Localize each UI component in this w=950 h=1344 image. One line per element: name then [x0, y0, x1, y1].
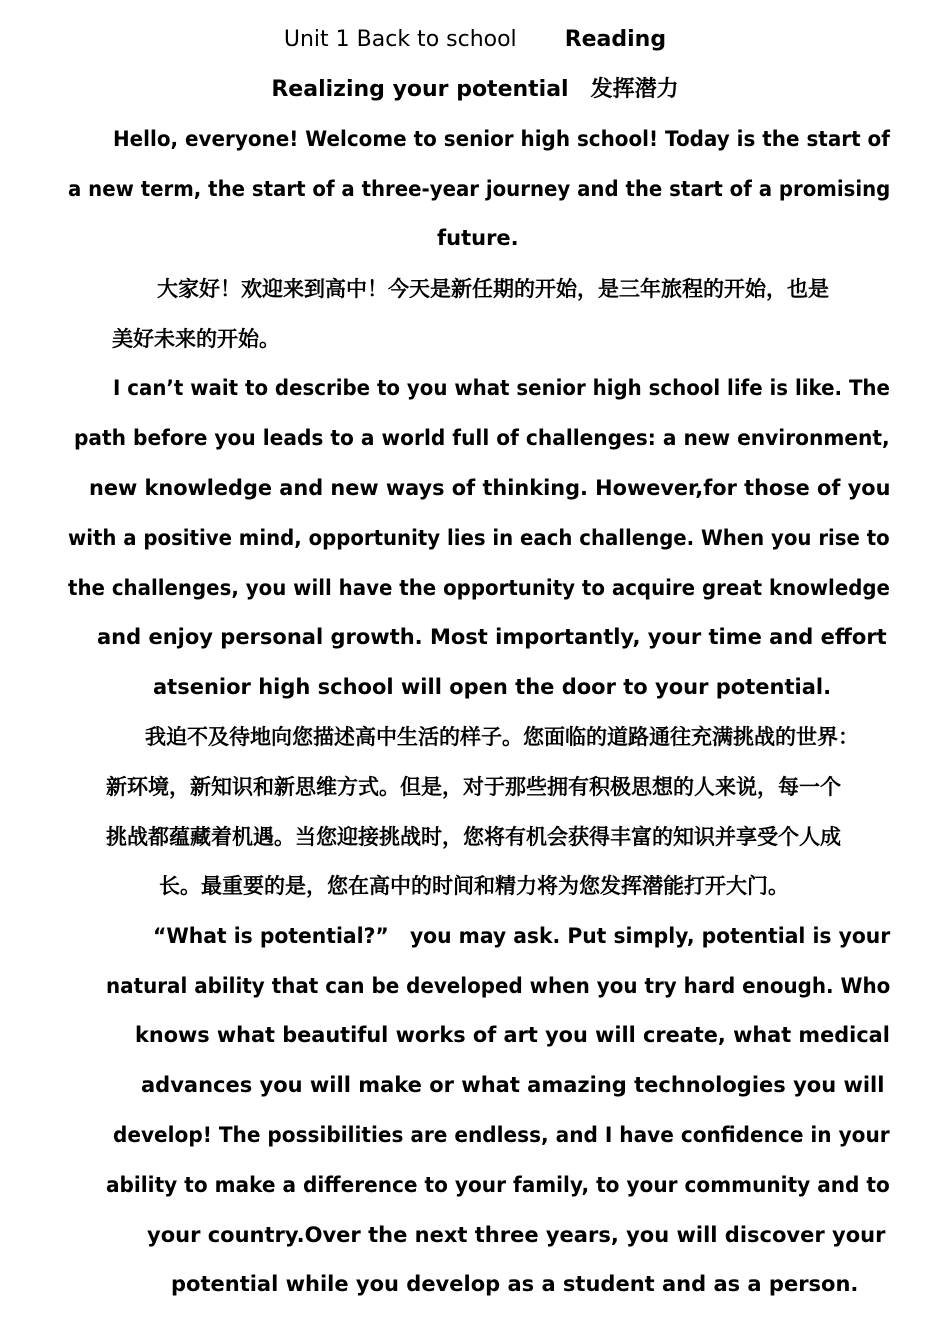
title-row [0, 25, 950, 55]
para5-line2: natural ability that can be developed when you try hard enough. Who [106, 974, 891, 998]
section-label: Reading [564, 27, 667, 52]
unit-title: Unit 1 Back to school [283, 27, 517, 52]
para3-line7: atsenior high school will open the door to your potential. [153, 675, 832, 699]
para4-line3: 挑战都蕴藏着机遇。当您迎接挑战时，您将有机会获得丰富的知识并享受个人成 [106, 825, 841, 849]
para3-line2: path before you leads to a world full of challenges: a new environment, [74, 426, 890, 450]
para2-line1: 大家好！欢迎来到高中！今天是新任期的开始，是三年旅程的开始，也是 [157, 277, 829, 301]
para5-line7: your country.Over the next three years, you will discover your [147, 1223, 886, 1247]
para2-line2: 美好未来的开始。 [112, 327, 280, 351]
para1-line1: Hello, everyone! Welcome to senior high school! Today is the start of [113, 127, 890, 151]
para3-line6: and enjoy personal growth. Most importantly, your time and effort [97, 625, 887, 649]
para5-line6: ability to make a difference to your family, to your community and to [106, 1173, 890, 1197]
para5-line5: develop! The possibilities are endless, and I have confidence in your [113, 1123, 890, 1147]
para4-line4: 长。最重要的是，您在高中的时间和精力将为您发挥潜能打开大门。 [159, 874, 789, 898]
subtitle-chinese: 发挥潜力 [590, 77, 679, 102]
para5-line4: advances you will make or what amazing technologies you will [141, 1073, 885, 1097]
para3-line4: with a positive mind, opportunity lies in each challenge. When you rise to [68, 526, 890, 550]
para5-line1: “What is potential?” you may ask. Put simply, potential is your [153, 924, 891, 948]
para1-line3: future. [437, 226, 519, 250]
para4-line2: 新环境，新知识和新思维方式。但是，对于那些拥有积极思想的人来说，每一个 [106, 775, 841, 799]
para5-line8: potential while you develop as a student and as a person. [171, 1272, 859, 1296]
para5-line3: knows what beautiful works of art you will create, what medical [135, 1023, 890, 1047]
para3-line3: new knowledge and new ways of thinking. However,for those of you [89, 476, 891, 500]
para4-line1: 我迫不及待地向您描述高中生活的样子。您面临的道路通往充满挑战的世界： [145, 725, 859, 749]
para1-line2: a new term, the start of a three-year journey and the start of a promising [68, 177, 891, 201]
para3-line1: I can’t wait to describe to you what senior high school life is like. The [113, 376, 890, 400]
para3-line5: the challenges, you will have the opportunity to acquire great knowledge [68, 576, 890, 600]
subtitle-english: Realizing your potential [271, 77, 569, 102]
subtitle-row [0, 75, 950, 105]
